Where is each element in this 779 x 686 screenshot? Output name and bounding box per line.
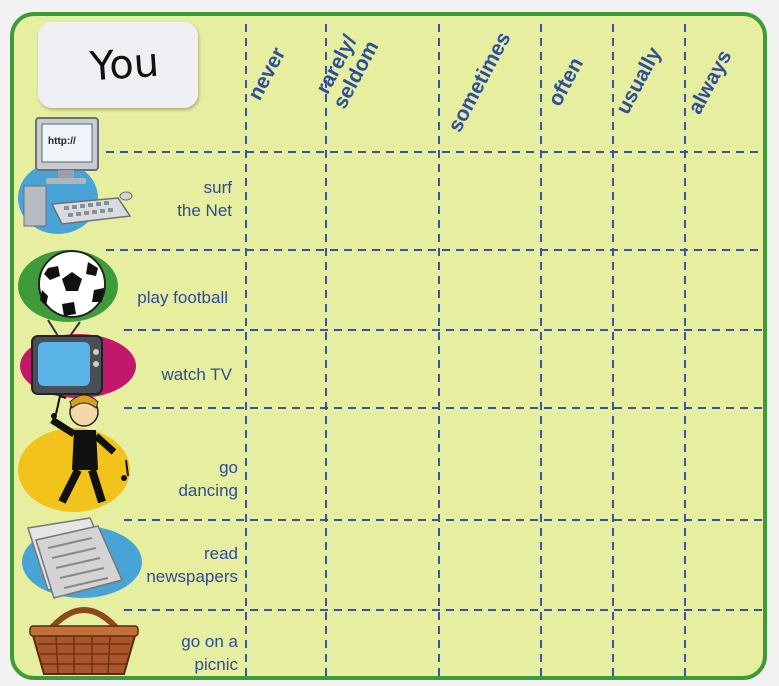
frequency-chart-card <box>10 12 767 680</box>
column-header-usually: usually <box>611 43 666 118</box>
row-label-line: surf <box>203 178 232 197</box>
dancer-icon <box>18 390 138 522</box>
column-header-always: always <box>683 46 737 118</box>
football-icon <box>18 246 128 326</box>
row-label-line: watch TV <box>161 365 232 384</box>
computer-screen-text: http:// <box>48 136 76 147</box>
row-label-line: go on a <box>181 632 238 651</box>
computer-icon <box>18 112 134 240</box>
row-label-line: go <box>219 458 238 477</box>
picnic-basket-icon <box>24 594 144 680</box>
row-label-line: read <box>203 544 238 563</box>
you-label-card <box>38 22 198 108</box>
newspaper-icon <box>18 510 142 606</box>
column-header-sometimes: sometimes <box>443 28 516 136</box>
column-header-often: often <box>543 53 589 110</box>
column-header-never: never <box>243 43 291 104</box>
title: You <box>88 39 161 91</box>
column-header-rarely-seldom: rarely/ seldom <box>311 31 384 113</box>
row-label-line: newspapers <box>146 567 238 586</box>
row-label-line: picnic <box>194 655 238 674</box>
row-label-line: play football <box>137 288 228 307</box>
row-label-line: dancing <box>178 481 238 500</box>
row-label-line: the Net <box>177 201 232 220</box>
